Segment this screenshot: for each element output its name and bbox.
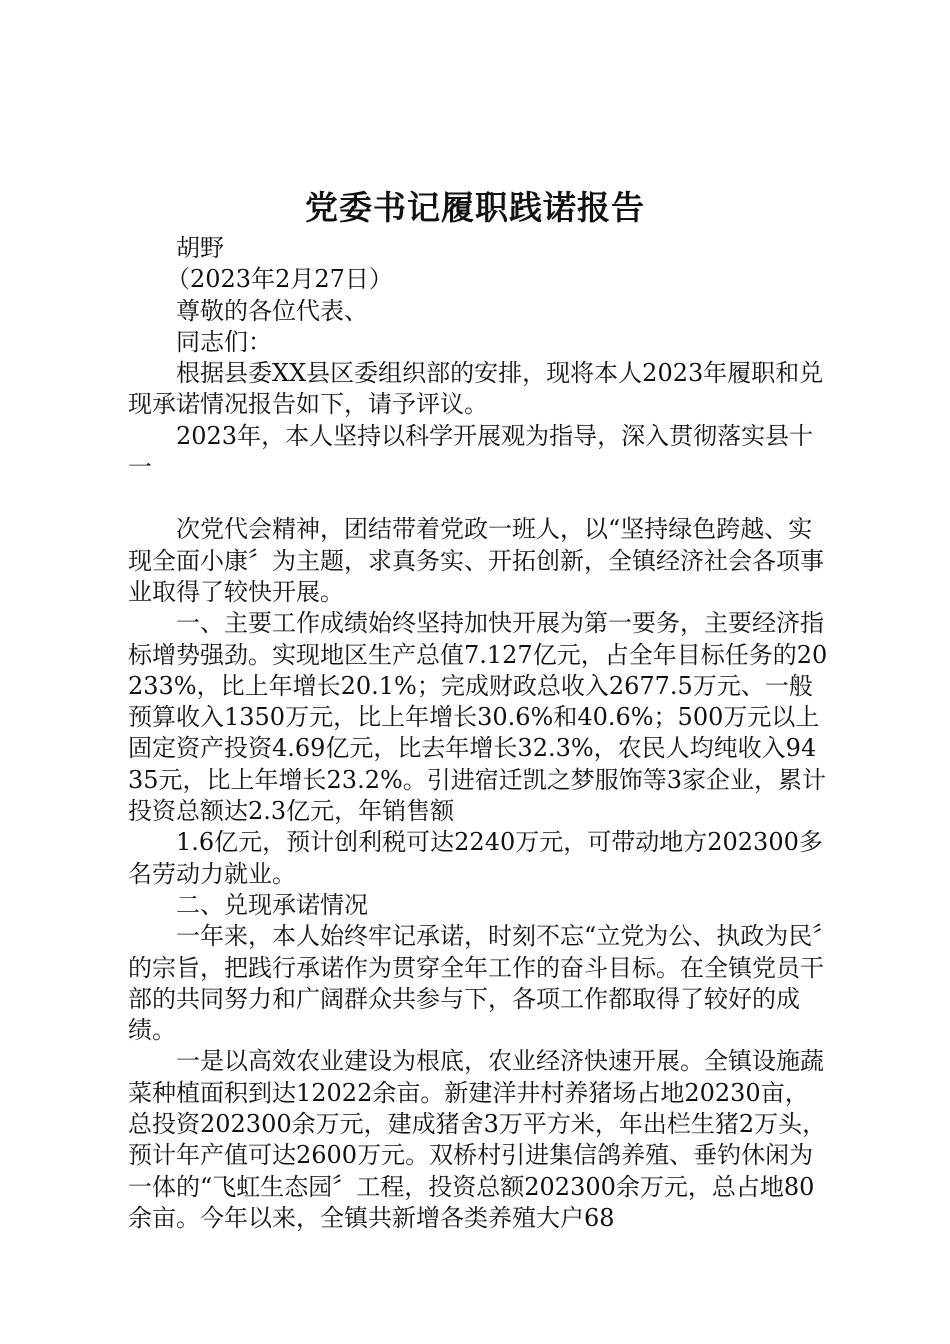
section-heading: 二、兑现承诺情况: [176, 890, 368, 919]
body-paragraph: 1.6亿元，预计创利税可达2240万元，可带动地方202300多名劳动力就业。: [128, 828, 823, 888]
body-paragraph: 一年来，本人始终牢记承诺，时刻不忘“立党为公、执政为民〞的宗旨，把践行承诺作为贯穿全年工作的奋斗目标。在全镇党员干部的共同努力和广阔群众共参与下，各项工作都取得了较好的成绩。: [128, 922, 825, 1045]
author-name: 胡野: [176, 234, 224, 262]
document-body: [128, 233, 828, 1234]
body-paragraph: 次党代会精神，团结带着党政一班人，以“坚持绿色跨越、实现全面小康〞为主题，求真务实、开拓创新，全镇经济社会各项事业取得了较快开展。: [128, 515, 824, 606]
document-title: 党委书记履职践诺报告: [305, 188, 645, 227]
body-paragraph: 根据县委XX县区委组织部的安排，现将本人2023年履职和兑现承诺情况报告如下，请予评议。: [128, 359, 824, 419]
report-date: （2023年2月27日）: [166, 265, 393, 294]
salutation-line: 尊敬的各位代表、: [176, 296, 368, 325]
body-paragraph: 一、主要工作成绩始终坚持加快开展为第一要务，主要经济指标增势强劲。实现地区生产总值7.127亿元，占全年目标任务的20233%，比上年增长20.1%；完成财政总收入2677.5万元、一般预算收入1350万元，比上年增长30.6%和40.6%；500万元以上固定资产投资4.69亿元，比去年增长32.3%，农民人均纯收入9435元，比上年增长23.2%。引进宿迁凯之梦服饰等3家企业，累计投资总额达2.3亿元，年销售额: [128, 609, 828, 826]
body-paragraph: 一是以高效农业建设为根底，农业经济快速开展。全镇设施蔬菜种植面积到达12022余亩。新建洋井村养猪场占地20230亩，总投资202300余万元，建成猪舍3万平方米，年出栏生猪2万头，预计年产值可达2600万元。双桥村引进集信鸽养殖、垂钓休闲为一体的“飞虹生态园〞工程，投资总额202300余万元，总占地80余亩。今年以来，全镇共新增各类养殖大户68: [128, 1047, 827, 1232]
body-paragraph: 2023年，本人坚持以科学开展观为指导，深入贯彻落实县十一: [128, 421, 814, 482]
salutation-line: 同志们：: [176, 327, 272, 356]
